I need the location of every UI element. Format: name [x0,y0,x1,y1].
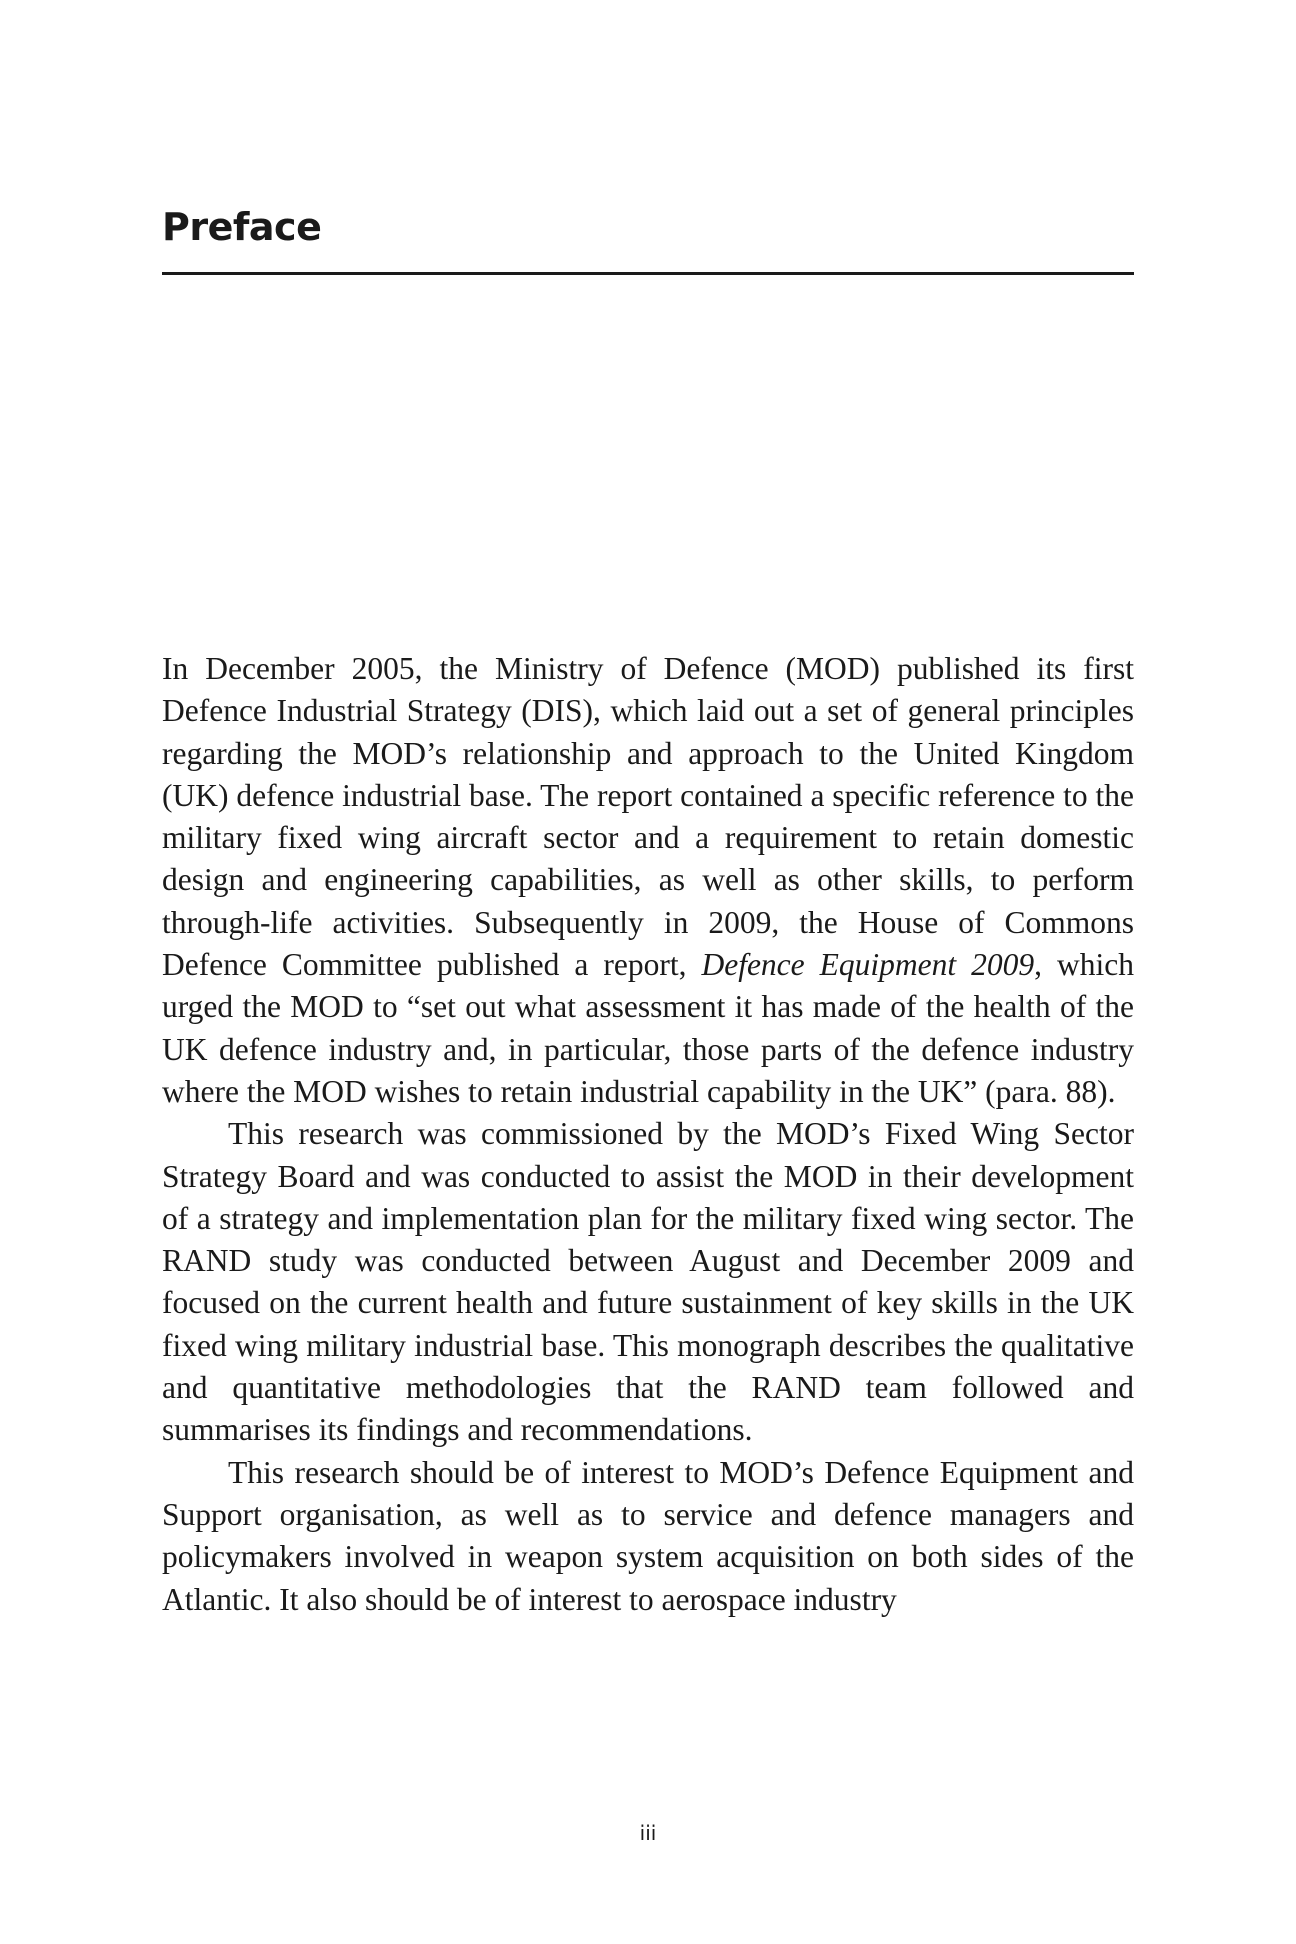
page-number: iii [639,1821,657,1845]
paragraph-2 [162,1113,1134,1451]
paragraph-3 [162,1452,1134,1621]
paragraph-1-title-italic: Defence Equipment 2009 [701,947,1035,983]
paragraph-2-text: This research was commissioned by the MOD’s Fixed Wing Sector Strategy Board and was conducted to assist the MOD in their development of a strategy and implementation plan for the military fixed wing sector. The RAND study was conducted between August and December 2009 and focused on the current health and future sustainment of key skills in the UK fixed wing military industrial base. This monograph describes the qualitative and quantitative methodologies that the RAND team followed and summarises its findings and recommendations. [162,1116,1134,1448]
paragraph-1-text-2: , which urged the MOD to “set out what assessment it has made of the health of the UK defence industry and, in particular, those parts of the defence industry where the MOD wishes to retain industrial capability in the UK” (para. 88). [162,947,1134,1109]
paragraph-1 [162,648,1134,1113]
paragraph-1-text-1: In December 2005, the Ministry of Defence (MOD) published its first Defence Industrial Strategy (DIS), which laid out a set of general principles regarding the MOD’s relationship and approach to the United Kingdom (UK) defence industrial base. The report contained a specific reference to the military fixed wing aircraft sector and a requirement to retain domestic design and engineering capabilities, as well as other skills, to perform through-life activities. Subsequently in 2009, the House of Commons Defence Committee published a report, [162,651,1134,983]
body-text [162,648,1134,1621]
page-heading: Preface [162,205,322,249]
paragraph-3-text: This research should be of interest to MOD’s Defence Equipment and Support organisation, as well as to service and defence managers and policymakers involved in weapon system acquisition on both sides of the Atlantic. It also should be of interest to aerospace industry [162,1454,1134,1617]
heading-rule [162,272,1134,275]
